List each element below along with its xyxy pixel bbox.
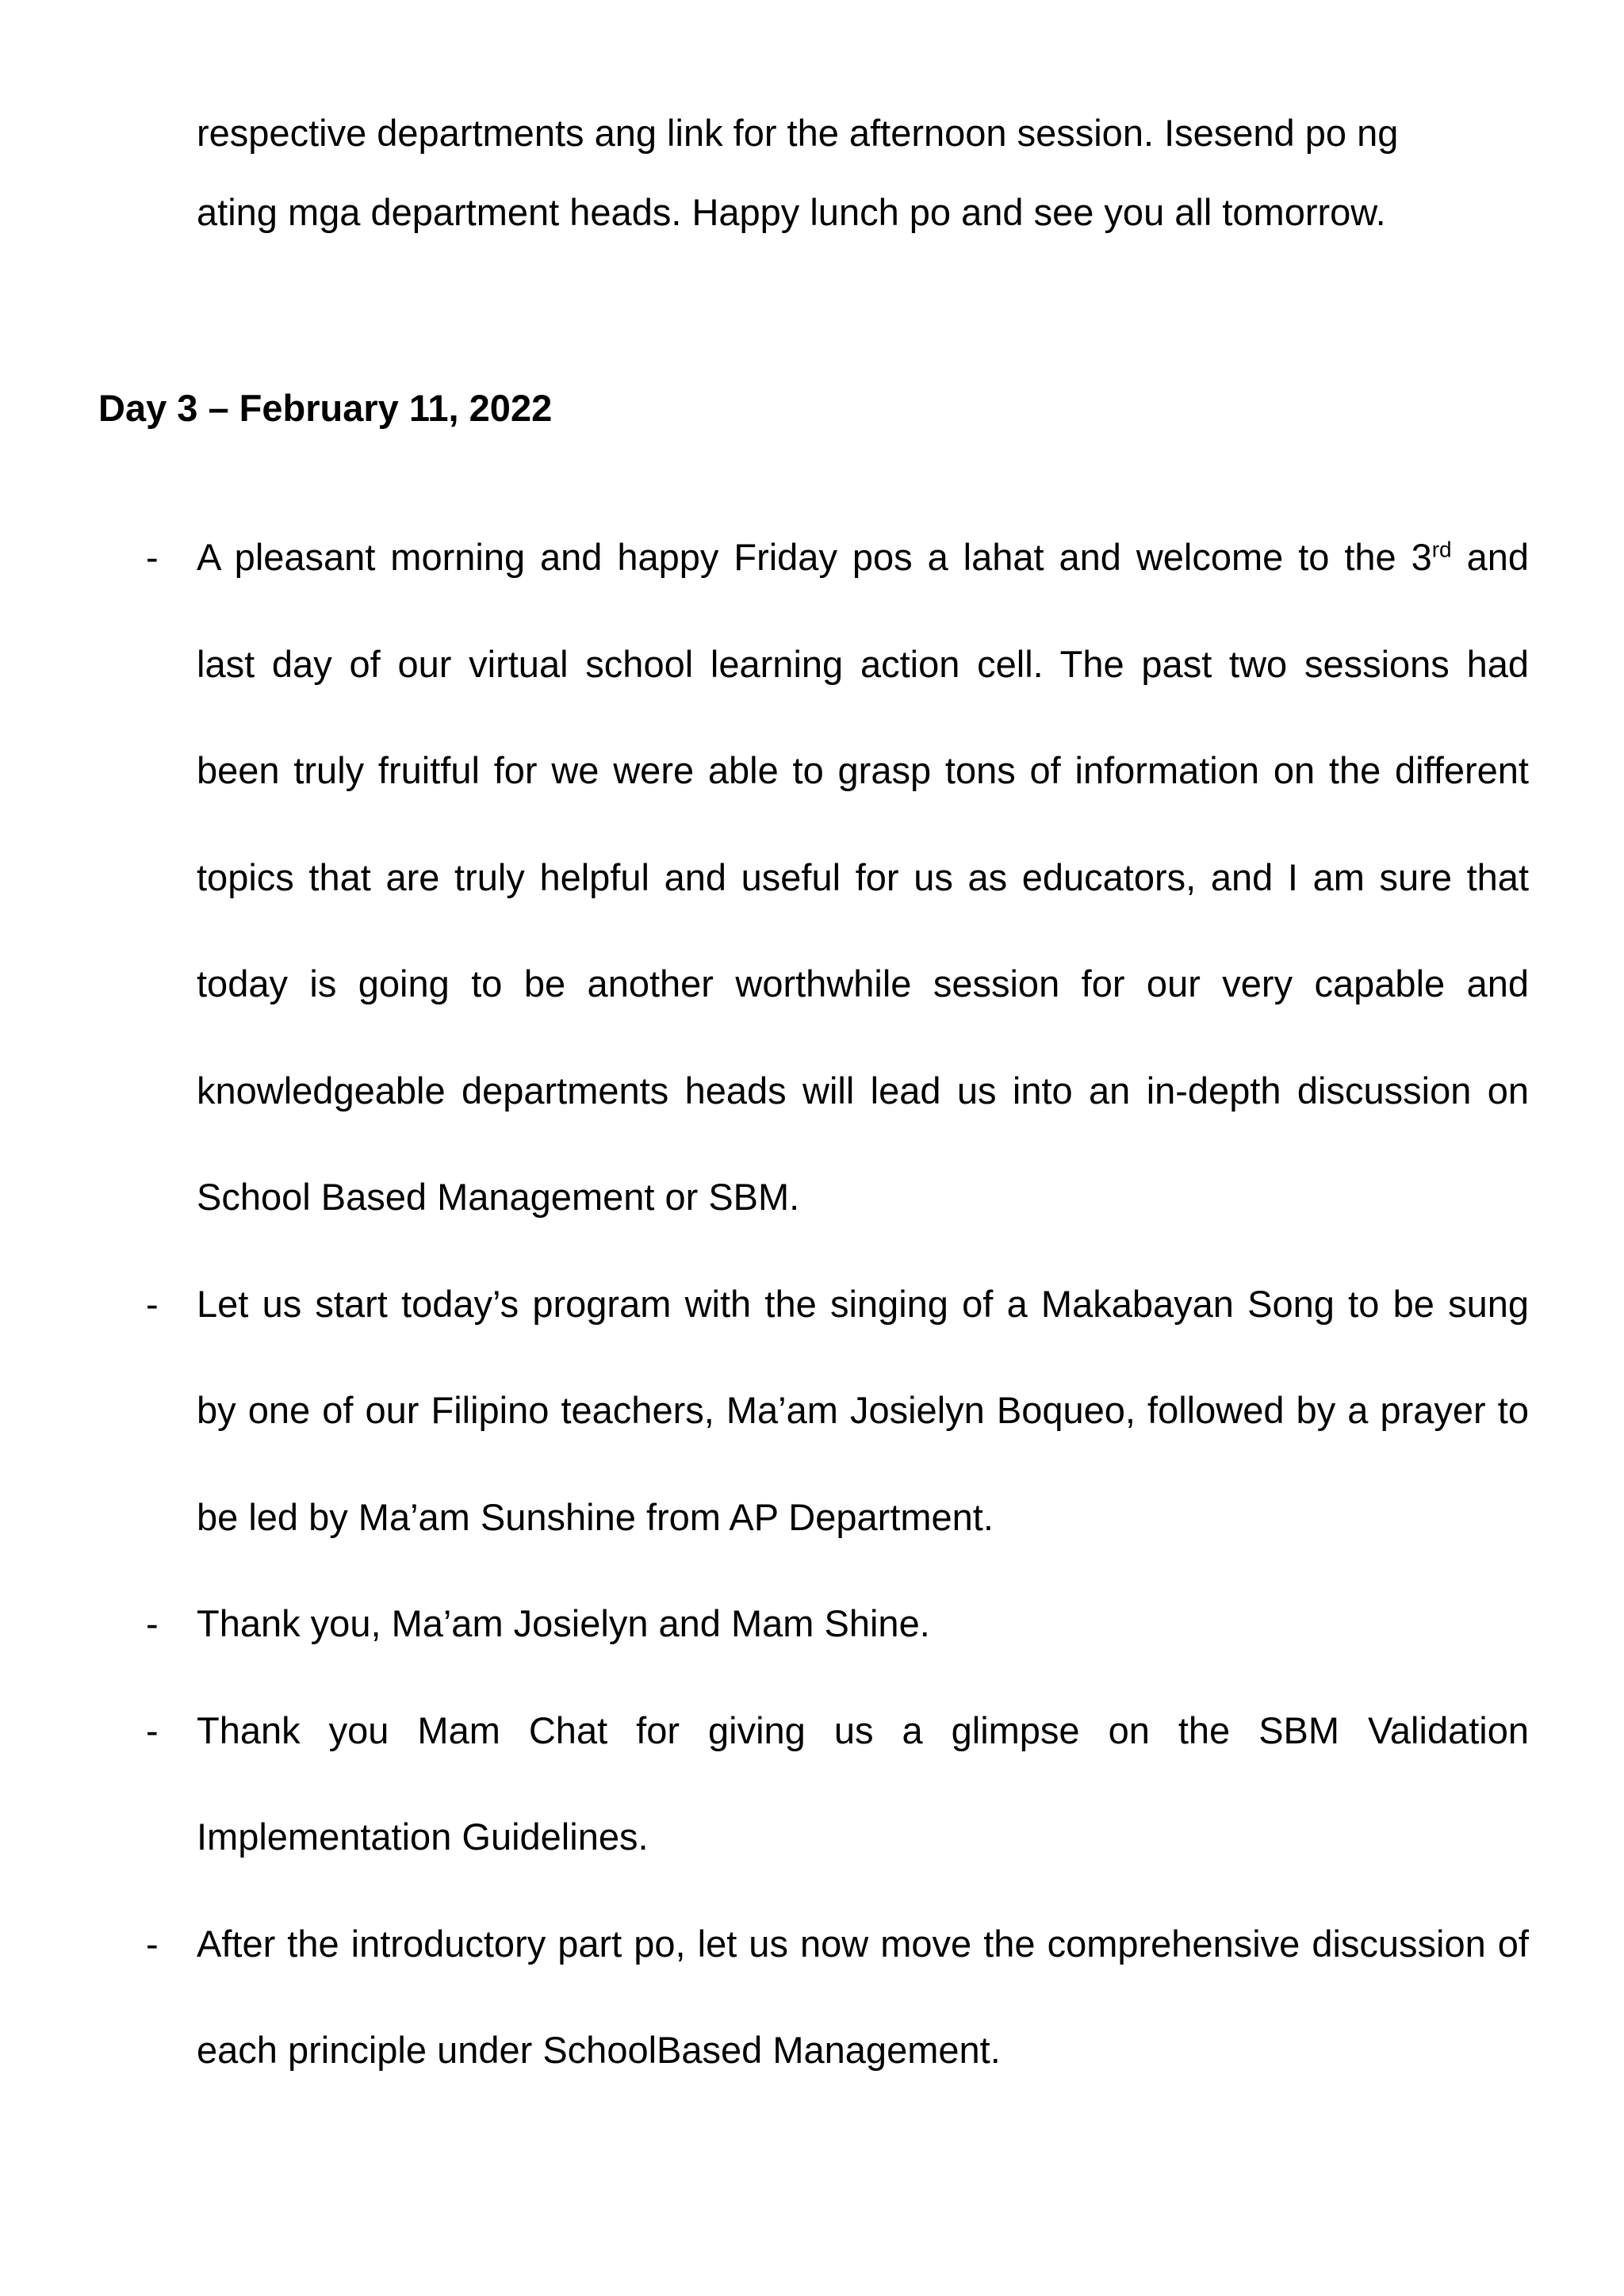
list-item-text-part: A pleasant morning and happy Friday pos a lahat and welcome to the 3 <box>197 536 1432 578</box>
list-item-text: Thank you Mam Chat for giving us a glimpse on the SBM Validation Implementation Guidelines. <box>197 1709 1529 1858</box>
list-item <box>0 1251 1624 1571</box>
continuation-line-2: ating mga department heads. Happy lunch po and see you all tomorrow. <box>197 191 1386 233</box>
list-item-text: Thank you, Ma’am Josielyn and Mam Shine. <box>197 1602 930 1644</box>
bullet-dash: - <box>146 1282 159 1325</box>
bullet-dash: - <box>146 1922 159 1965</box>
list-item-text-part: and last day of our virtual school learning action cell. The past two sessions had been truly fruitful for we were able to grasp tons of information on the different topics that are truly helpful and useful for us as educators, and I am sure that today is going to be another worthwhile session for our very capable and knowledgeable departments heads will lead us into an in-depth discussion on School Based Management or SBM. <box>197 536 1529 1218</box>
continuation-line-1: respective departments ang link for the afternoon session. Isesend po ng <box>197 112 1399 154</box>
list-item-text: After the introductory part po, let us now move the comprehensive discussion of each principle under SchoolBased Management. <box>197 1922 1529 2071</box>
ordinal-suffix: rd <box>1431 537 1452 562</box>
list-item <box>0 1891 1624 2104</box>
list-item-text: Let us start today’s program with the singing of a Makabayan Song to be sung by one of our Filipino teachers, Ma’am Josielyn Boqueo, followed by a prayer to be led by Ma’am Sunshine from AP Department. <box>197 1282 1529 1538</box>
list-item <box>0 1678 1624 1891</box>
day-3-item-list <box>0 504 1624 2104</box>
list-item <box>0 504 1624 1251</box>
bullet-dash: - <box>146 1709 159 1751</box>
bullet-dash: - <box>146 536 159 578</box>
list-item-text <box>197 504 1529 1251</box>
continuation-paragraph <box>197 94 1529 252</box>
bullet-dash: - <box>146 1602 159 1644</box>
list-item <box>0 1571 1624 1678</box>
day-3-heading: Day 3 – February 11, 2022 <box>98 387 553 429</box>
